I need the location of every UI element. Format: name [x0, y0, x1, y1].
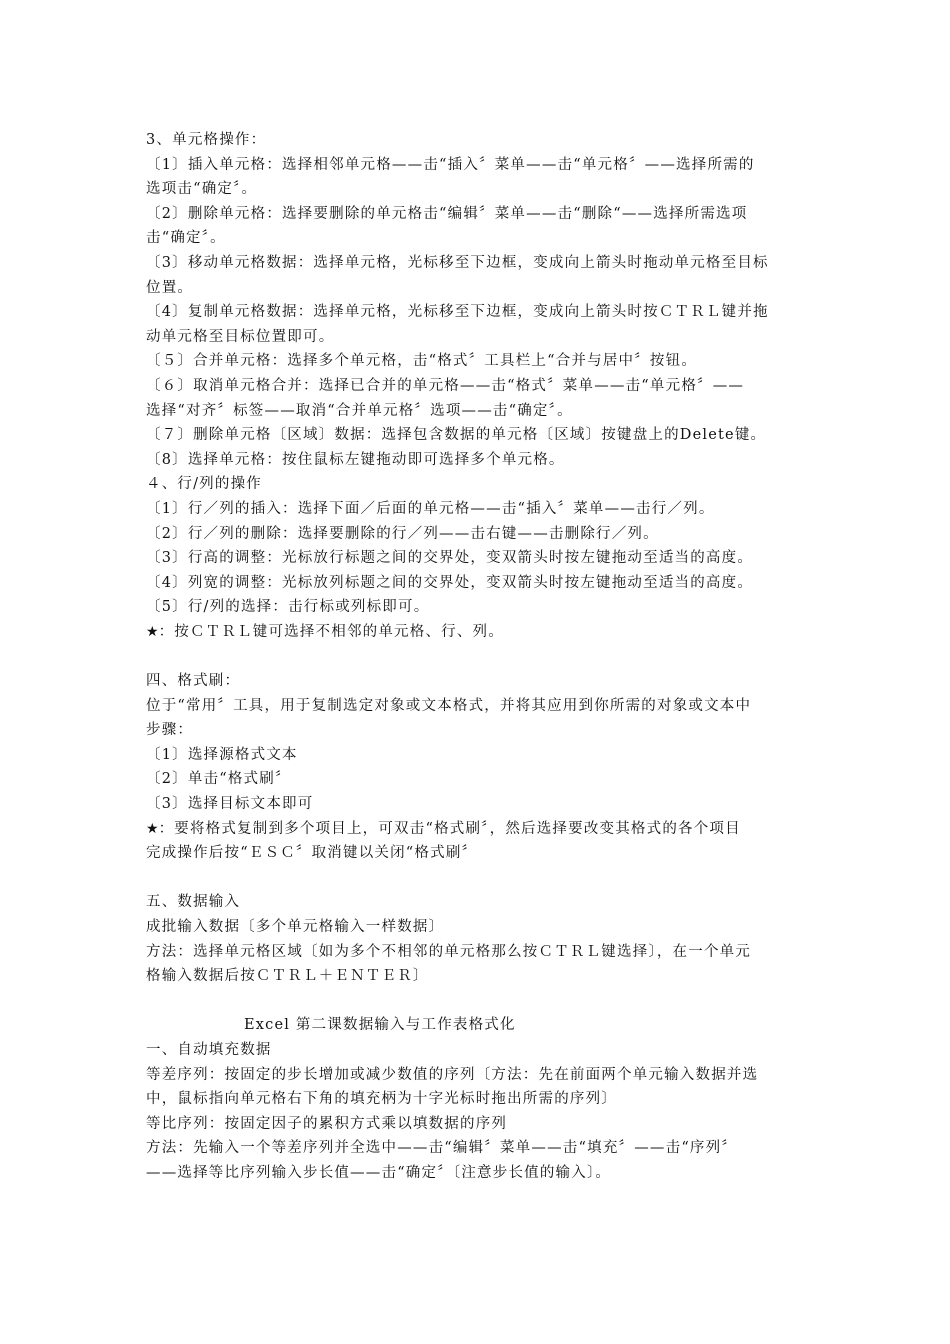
format-painter-line: 步骤： — [146, 722, 194, 739]
star-icon: ★ — [146, 820, 159, 837]
section-4-line: 〔2〕行／列的删除：选择要删除的行／列——击右键——击删除行／列。 — [146, 525, 659, 542]
section-4-line: 〔5〕行/列的选择：击行标或列标即可。 — [146, 599, 430, 616]
format-painter-tip-line2: 完成操作后按“ＥＳＣ〞取消键以关闭“格式刷〞 — [146, 845, 478, 862]
section-3-line: 〔8〕选择单元格：按住鼠标左键拖动即可选择多个单元格。 — [146, 451, 565, 468]
section-3-line: 〔1〕插入单元格：选择相邻单元格——击“插入〞菜单——击“单元格〞——选择所需的 — [146, 156, 755, 173]
section-3-line: 动单元格至目标位置即可。 — [146, 328, 335, 345]
section-3-line: 〔4〕复制单元格数据：选择单元格，光标移至下边框，变成向上箭头时按ＣＴＲＬ键并拖 — [146, 304, 769, 321]
section-4-line: 〔3〕行高的调整：光标放行标题之间的交界处，变双箭头时按左键拖动至适当的高度。 — [146, 550, 754, 567]
section-4-tip — [146, 620, 816, 645]
format-painter-tip — [146, 817, 816, 842]
format-painter-line: 位于“常用〞工具，用于复制选定对象或文本格式，并将其应用到你所需的对象或文本中 — [146, 697, 752, 714]
document-page — [146, 128, 816, 1186]
format-painter-tip-text: ：要将格式复制到多个项目上，可双击“格式刷〞，然后选择要改变其格式的各个项目 — [158, 820, 741, 837]
lesson-2-title: Excel 第二课数据输入与工作表格式化 — [244, 1017, 516, 1034]
star-icon: ★ — [146, 623, 159, 640]
format-painter-line: 〔2〕单击“格式刷〞 — [146, 771, 291, 788]
section-4-heading: ４、行/列的操作 — [146, 476, 262, 493]
format-painter-line: 〔3〕选择目标文本即可 — [146, 796, 314, 813]
lesson-2-line: ——选择等比序列输入步长值——击“确定〞〔注意步长值的输入〕。 — [146, 1164, 612, 1181]
data-input-line: 成批输入数据〔多个单元格输入一样数据〕 — [146, 919, 445, 935]
data-input-heading: 五、数据输入 — [146, 894, 241, 911]
data-input-line: 格输入数据后按ＣＴＲＬ＋ＥＮＴＥＲ〕 — [146, 968, 429, 985]
spacer — [146, 866, 816, 891]
spacer — [146, 644, 816, 669]
lesson-2-line: 等比序列：按固定因子的累积方式乘以填数据的序列 — [146, 1115, 508, 1132]
section-3-line: 选择“对齐〞标签——取消“合并单元格〞选项——击“确定〞。 — [146, 402, 573, 419]
spacer — [146, 989, 816, 1014]
lesson-2-line: 等差序列：按固定的步长增加或减少数值的序列〔方法：先在前面两个单元输入数据并选 — [146, 1066, 759, 1083]
format-painter-heading: 四、格式刷： — [146, 673, 241, 690]
lesson-2-line: 中，鼠标指向单元格右下角的填充柄为十字光标时拖出所需的序列〕 — [146, 1091, 617, 1108]
section-3-line: 〔2〕删除单元格：选择要删除的单元格击“编辑〞菜单——击“删除“——选择所需选项 — [146, 205, 748, 222]
lesson-2-line: 方法：先输入一个等差序列并全选中——击“编辑〞菜单——击“填充〞——击“序列〞 — [146, 1140, 738, 1157]
section-4-line: 〔1〕行／列的插入：选择下面／后面的单元格——击“插入〞菜单——击行／列。 — [146, 500, 715, 517]
section-4-tip-text: ：按ＣＴＲＬ键可选择不相邻的单元格、行、列。 — [158, 623, 504, 640]
section-3-line: 击“确定〞。 — [146, 230, 226, 247]
section-3-heading: 3、单元格操作： — [146, 132, 267, 148]
format-painter-line: 〔1〕选择源格式文本 — [146, 746, 298, 763]
section-3-line: 〔５〕合并单元格：选择多个单元格，击“格式〞工具栏上“合并与居中〞按钮。 — [146, 353, 698, 370]
section-3-line: 位置。 — [146, 279, 194, 296]
section-3-line: 〔７〕删除单元格〔区域〕数据：选择包含数据的单元格〔区域〕按键盘上的Delete键。 — [146, 427, 767, 444]
section-3-line: 〔3〕移动单元格数据：选择单元格，光标移至下边框，变成向上箭头时拖动单元格至目标 — [146, 254, 769, 271]
section-3-line: 〔６〕取消单元格合并：选择已合并的单元格——击“格式〞菜单——击“单元格〞—— — [146, 377, 745, 394]
lesson-2-heading: 一、自动填充数据 — [146, 1041, 272, 1058]
section-4-line: 〔4〕列宽的调整：光标放列标题之间的交界处，变双箭头时按左键拖动至适当的高度。 — [146, 574, 754, 591]
section-3-line: 选项击“确定〞。 — [146, 181, 258, 198]
data-input-line: 方法：选择单元格区域〔如为多个不相邻的单元格那么按ＣＴＲＬ键选择〕，在一个单元 — [146, 943, 752, 960]
